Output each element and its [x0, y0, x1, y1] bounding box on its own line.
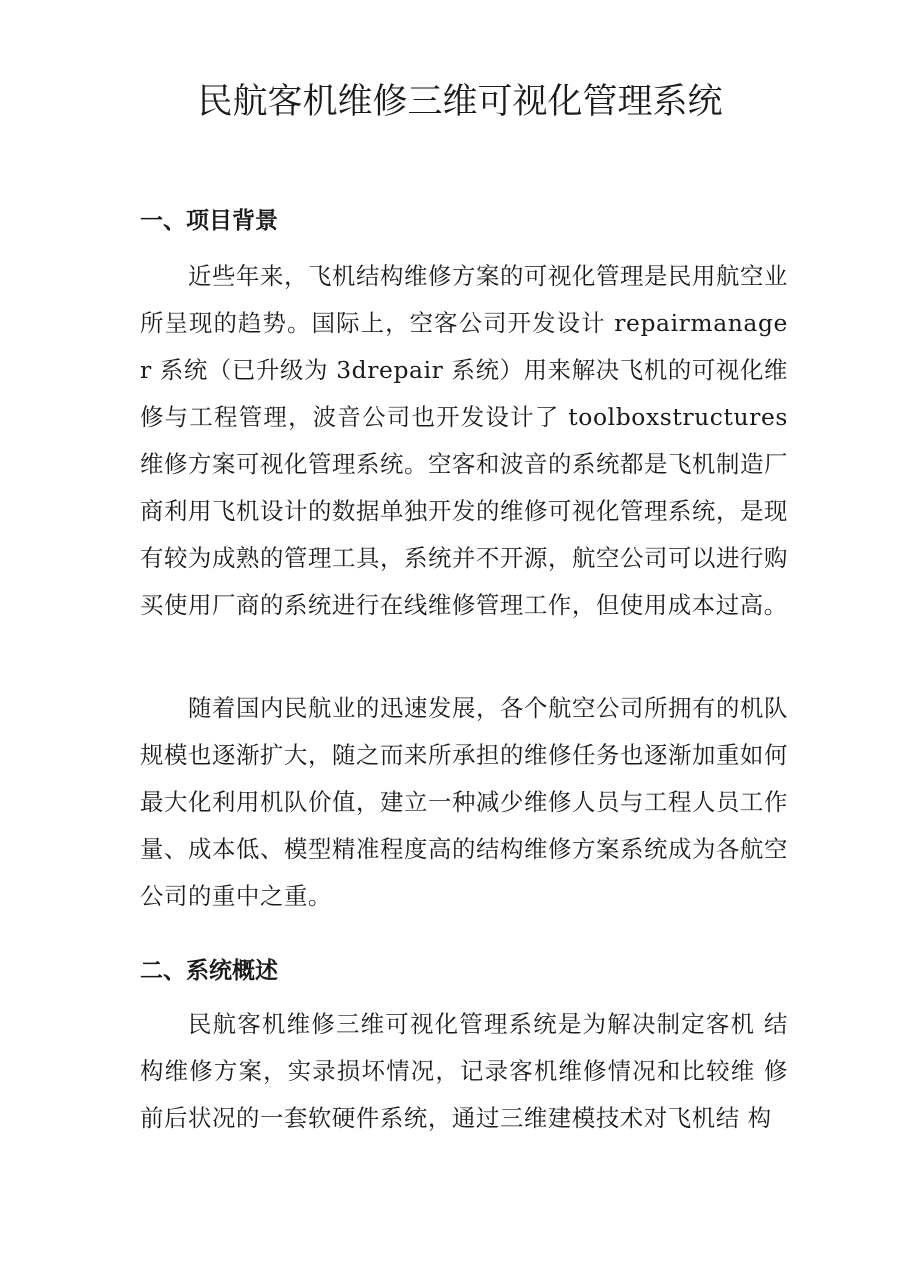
- section-heading-background: 一、项目背景: [140, 208, 278, 234]
- document-title: 民航客机维修三维可视化管理系统: [197, 82, 723, 122]
- section-heading-overview: 二、系统概述: [140, 958, 278, 984]
- paragraph-background-1: 近些年来，飞机结构维修方案的可视化管理是民用航空业所呈现的趋势。国际上，空客公司开发设计 repairmanager 系统（已升级为 3drepair 系统）用来解决飞机的可视化维修与工程管理，波音公司也开发设计了 toolboxstructures 维修方案可视化管理系统。空客和波音的系统都是飞机制造厂商利用飞机设计的数据单独开发的维修可视化管理系统，是现有较为成熟的管理工具，系统并不开源，航空公司可以进行购买使用厂商的系统进行在线维修管理工作，但使用成本过高。: [140, 262, 788, 619]
- paragraph-background-2: 随着国内民航业的迅速发展，各个航空公司所拥有的机队规模也逐渐扩大，随之而来所承担的维修任务也逐渐加重如何最大化利用机队价值，建立一种减少维修人员与工程人员工作量、成本低、模型精准程度高的结构维修方案系统成为各航空公司的重中之重。: [140, 694, 788, 910]
- paragraph-overview-1: 民航客机维修三维可视化管理系统是为解决制定客机 结构维修方案，实录损坏情况，记录客机维修情况和比较维 修前后状况的一套软硬件系统，通过三维建模技术对飞机结 构: [140, 1010, 788, 1132]
